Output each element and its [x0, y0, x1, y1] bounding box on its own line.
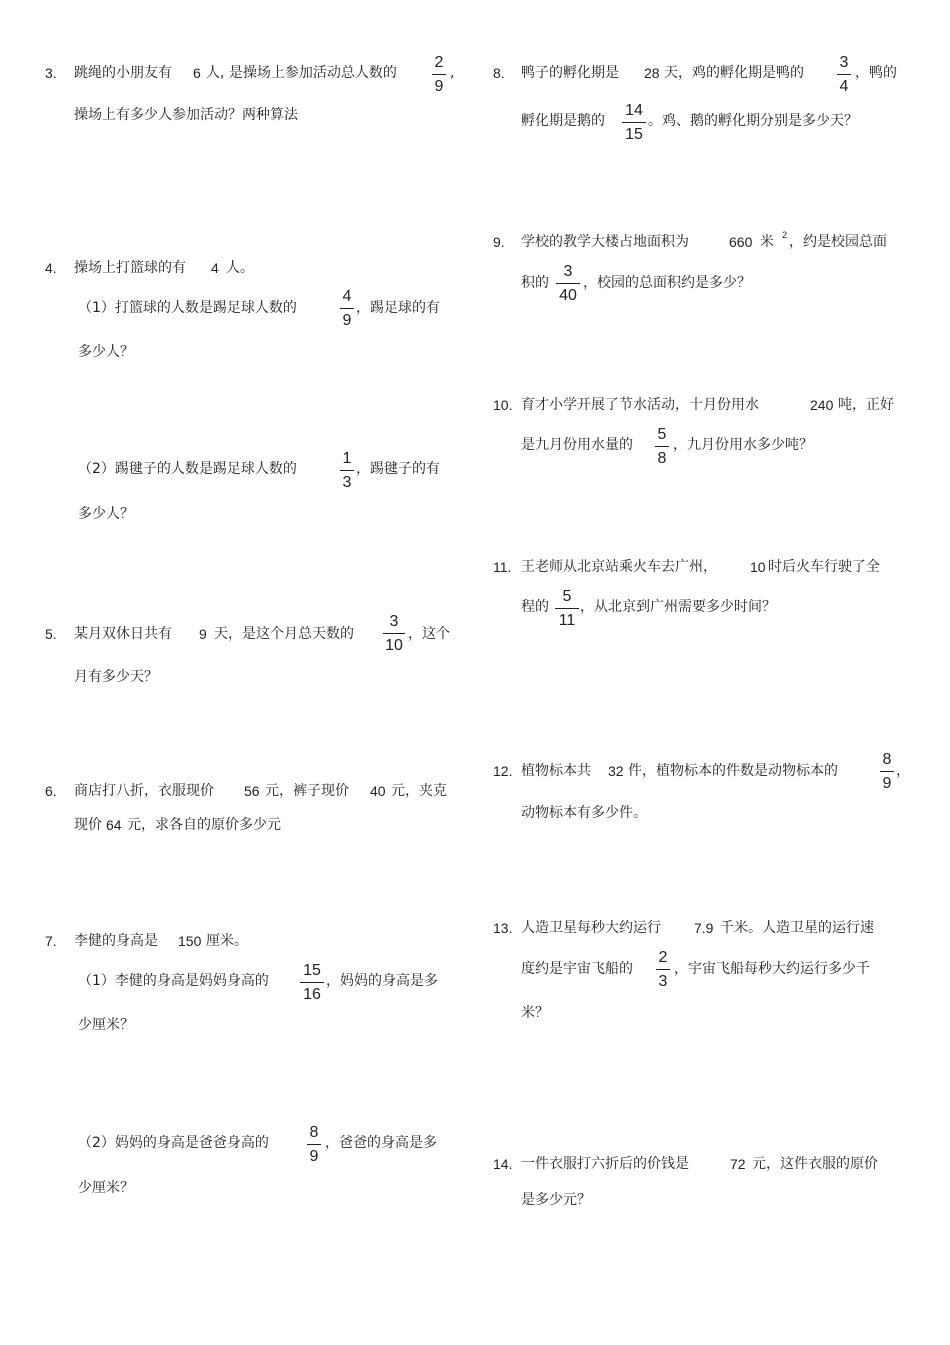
problem-number: 12. [493, 763, 513, 779]
problem-text: 千米。人造卫星的运行速 [720, 920, 874, 936]
fraction [556, 264, 580, 304]
fraction-denominator: 15 [625, 126, 643, 143]
problem-text: 米？ [521, 1005, 549, 1021]
problem-text: 。鸡、鹅的孵化期分别是多少天？ [648, 113, 858, 129]
fraction-bar [432, 74, 446, 75]
problem-text: 动物标本有多少件。 [521, 805, 647, 821]
problem-text: 育才小学开展了节水活动，十月份用水 [521, 397, 759, 413]
problem-text: 孵化期是鹅的 [521, 113, 605, 129]
fraction-bar [307, 1144, 321, 1145]
problem-text: 元，这件衣服的原价 [752, 1156, 878, 1172]
fraction [432, 55, 446, 95]
problem-text: 植物标本共 [521, 763, 591, 779]
fraction-numerator: 2 [434, 54, 444, 71]
problem-text: ，九月份用水多少吨？ [673, 437, 813, 453]
problem-text: 少厘米？ [78, 1180, 134, 1196]
fraction [837, 55, 851, 95]
fraction [383, 614, 405, 654]
fraction-denominator: 11 [558, 612, 576, 629]
fraction [340, 289, 354, 329]
problem-text: 李健的身高是 [74, 933, 158, 949]
problem-text: 多少人？ [78, 344, 134, 360]
problem-text: 少厘米？ [78, 1017, 134, 1033]
problem-text: 元，求各自的原价多少元 [127, 817, 281, 833]
fraction-numerator: 8 [882, 751, 892, 768]
problem-text: 商店打八折，衣服现价 [74, 783, 214, 799]
problem-number: 14. [493, 1156, 513, 1172]
problem-text: 吨，正好 [838, 397, 894, 413]
problem-text: 件，植物标本的件数是动物标本的 [628, 763, 838, 779]
problem-text: 厘米。 [206, 933, 248, 949]
problem-text: 人造卫星每秒大约运行 [521, 920, 661, 936]
number-value: 6 [193, 65, 201, 81]
fraction [622, 103, 646, 143]
problem-number: 13. [493, 920, 513, 936]
problem-number: 4. [45, 260, 57, 276]
problem-text: 积的 [521, 275, 549, 291]
number-value: 28 [644, 65, 660, 81]
problem-text: ，这个 [408, 626, 450, 642]
fraction-bar [555, 608, 579, 609]
number-value: 150 [178, 933, 202, 949]
problem-text: ，校园的总面积约是多少？ [583, 275, 751, 291]
fraction-numerator: 3 [389, 613, 399, 630]
problem-text: 一件衣服打六折后的价钱是 [521, 1156, 689, 1172]
problem-text: ，宇宙飞船每秒大约运行多少千 [674, 961, 870, 977]
fraction-denominator: 40 [559, 287, 577, 304]
fraction [656, 950, 670, 990]
fraction-numerator: 3 [839, 54, 849, 71]
number-value: 7.9 [694, 920, 714, 936]
fraction-numerator: 14 [625, 102, 643, 119]
problem-number: 3. [45, 65, 57, 81]
fraction-denominator: 10 [385, 637, 403, 654]
fraction-bar [880, 771, 894, 772]
fraction-denominator: 9 [882, 775, 892, 792]
problem-text: 程的 [521, 599, 549, 615]
fraction [655, 427, 669, 467]
fraction-numerator: 8 [309, 1124, 319, 1141]
number-value: 40 [370, 783, 386, 799]
problem-text: 现价 [74, 817, 102, 833]
sub-question-1: （1）李健的身高是妈妈身高的 [78, 973, 269, 989]
problem-text: 学校的教学大楼占地面积为 [521, 234, 689, 250]
number-value: 240 [810, 397, 834, 413]
fraction-denominator: 3 [658, 973, 668, 990]
problem-number: 9. [493, 234, 505, 250]
problem-text: 元，夹克 [391, 783, 447, 799]
problem-text: 时后火车行驶了全 [768, 559, 880, 575]
number-value: 56 [244, 783, 260, 799]
fraction [340, 451, 354, 491]
problem-text: 天，鸡的孵化期是鸭的 [664, 65, 804, 81]
fraction-numerator: 1 [342, 450, 352, 467]
superscript: 2 [782, 230, 788, 240]
number-value: 9 [199, 626, 207, 642]
sub-question-1: （1）打篮球的人数是踢足球人数的 [78, 300, 297, 316]
problem-number: 8. [493, 65, 505, 81]
problem-text: 人。 [226, 260, 254, 276]
fraction-denominator: 3 [342, 474, 352, 491]
number-value: 10 [750, 559, 766, 575]
number-value: 660 [729, 234, 753, 250]
problem-text: ，从北京到广州需要多少时间？ [580, 599, 776, 615]
number-value: 72 [730, 1156, 746, 1172]
problem-number: 11. [493, 559, 512, 575]
problem-text: ， [896, 763, 910, 779]
unit-text: 米 [760, 234, 774, 250]
fraction-numerator: 5 [562, 588, 572, 605]
fraction-numerator: 15 [303, 962, 321, 979]
problem-text: 多少人？ [78, 506, 134, 522]
fraction-denominator: 9 [342, 312, 352, 329]
sub-question-2: （2）踢毽子的人数是踢足球人数的 [78, 461, 297, 477]
fraction-bar [837, 74, 851, 75]
problem-text: 天，是这个月总天数的 [214, 626, 354, 642]
problem-text: ，鸭的 [855, 65, 897, 81]
fraction-bar [340, 308, 354, 309]
fraction-numerator: 2 [658, 949, 668, 966]
fraction-bar [340, 470, 354, 471]
fraction [307, 1125, 321, 1165]
problem-text: 跳绳的小朋友有 [74, 65, 172, 81]
problem-text: ，爸爸的身高是多 [325, 1135, 437, 1151]
fraction-numerator: 5 [657, 426, 667, 443]
problem-text: 操场上打篮球的有 [74, 260, 186, 276]
problem-text: , [450, 65, 455, 81]
number-value: 4 [211, 260, 219, 276]
fraction-denominator: 9 [309, 1148, 319, 1165]
fraction-numerator: 3 [563, 263, 573, 280]
fraction [880, 752, 894, 792]
fraction-denominator: 16 [303, 986, 321, 1003]
fraction [555, 589, 579, 629]
fraction-bar [300, 982, 324, 983]
problem-text: 某月双休日共有 [74, 626, 172, 642]
fraction-denominator: 4 [839, 78, 849, 95]
sub-question-2: （2）妈妈的身高是爸爸身高的 [78, 1135, 269, 1151]
problem-number: 5. [45, 626, 57, 642]
number-value: 32 [608, 763, 624, 779]
problem-number: 10. [493, 397, 513, 413]
number-value: 64 [106, 817, 122, 833]
fraction-bar [556, 283, 580, 284]
fraction-numerator: 4 [342, 288, 352, 305]
problem-text: 元，裤子现价 [265, 783, 349, 799]
problem-text: 操场上有多少人参加活动？两种算法 [74, 107, 298, 123]
problem-text: ，约是校园总面 [789, 234, 887, 250]
fraction-bar [383, 633, 405, 634]
problem-text: 王老师从北京站乘火车去广州， [521, 559, 717, 575]
fraction-denominator: 9 [434, 78, 444, 95]
problem-text: ，妈妈的身高是多 [326, 973, 438, 989]
fraction [300, 963, 324, 1003]
problem-text: 是九月份用水量的 [521, 437, 633, 453]
problem-text: 度约是宇宙飞船的 [521, 961, 633, 977]
fraction-bar [656, 969, 670, 970]
problem-text: 人, 是操场上参加活动总人数的 [206, 65, 397, 81]
problem-text: 鸭子的孵化期是 [521, 65, 619, 81]
problem-text: ，踢毽子的有 [356, 461, 440, 477]
problem-number: 7. [45, 933, 57, 949]
problem-number: 6. [45, 783, 57, 799]
fraction-bar [622, 122, 646, 123]
problem-text: 月有多少天？ [74, 669, 158, 685]
problem-text: ，踢足球的有 [356, 300, 440, 316]
problem-text: 是多少元？ [521, 1192, 591, 1208]
fraction-denominator: 8 [657, 450, 667, 467]
fraction-bar [655, 446, 669, 447]
